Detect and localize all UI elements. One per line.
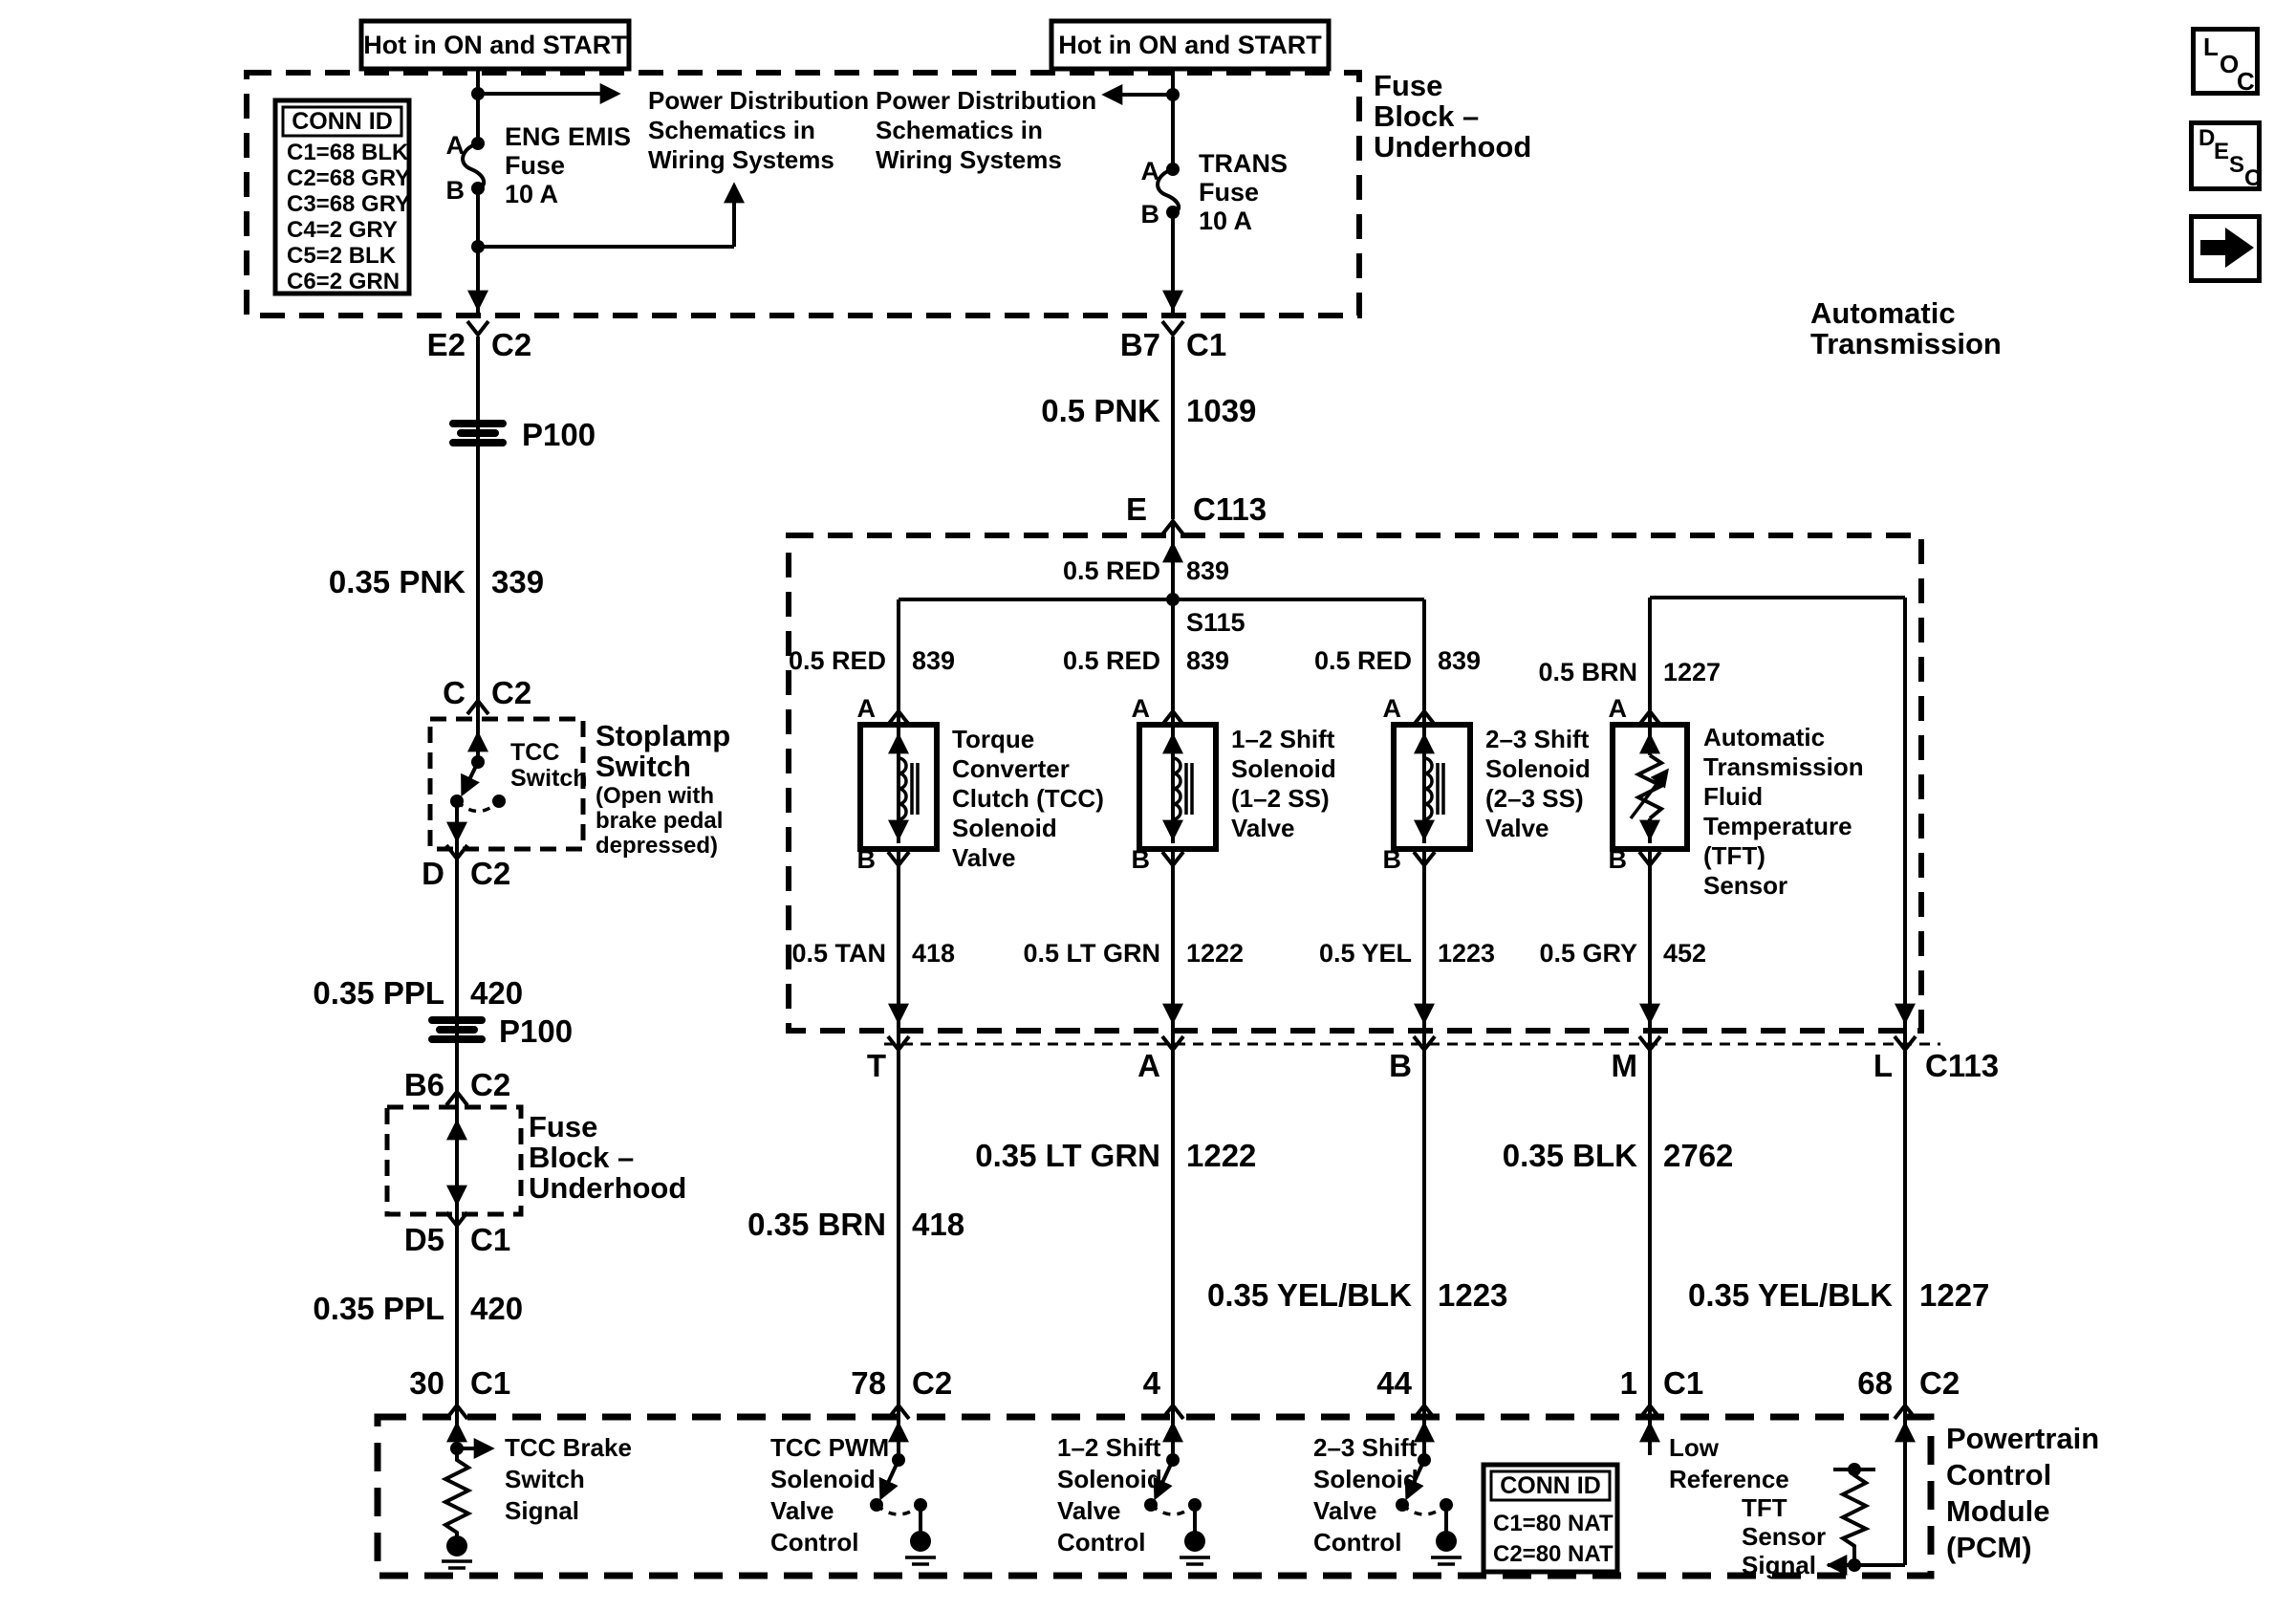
shift12-solenoid-label: 1–2 Shift Solenoid (1–2 SS) Valve [1231, 725, 1336, 842]
c113-pin-t: T [866, 1048, 886, 1083]
pcm-fn-shift23: 2–3 Shift Solenoid Valve Control [1313, 1433, 1419, 1557]
ground-icon [1184, 1531, 1205, 1552]
conn-b6-id: C2 [470, 1067, 511, 1102]
pcm-pin-30-conn: C1 [470, 1365, 511, 1401]
shift12-solenoid-coil [1173, 730, 1192, 843]
conn-id-1-rows: C1=68 BLK C2=68 GRY C3=68 GRY C4=2 GRY C5=2 BLK C6=2 GRN [287, 140, 411, 294]
stoplamp-switch-title: Stoplamp Switch [596, 719, 731, 783]
pcm-pin-4: 4 [1142, 1365, 1160, 1401]
pcm-fn-shift12: 1–2 Shift Solenoid Valve Control [1057, 1433, 1162, 1557]
tft-terminal-b: B [1608, 845, 1627, 874]
shift12-feed-gauge: 0.5 RED [1062, 646, 1160, 675]
wire-1223-gauge: 0.35 YEL/BLK [1207, 1277, 1412, 1313]
tcc-switch-label: TCC Switch [510, 739, 588, 792]
wire-2762-gauge: 0.35 BLK [1502, 1138, 1637, 1173]
conn-c-id: C2 [491, 675, 532, 710]
wire-420-lower-gauge: 0.35 PPL [313, 1291, 444, 1326]
resistor-symbol [445, 1454, 468, 1537]
pcm-fn-tft-signal: TFT Sensor Signal [1742, 1493, 1827, 1579]
loc-letter: C [2237, 67, 2255, 96]
wire-339-gauge: 0.35 PNK [328, 564, 466, 599]
wire-1227-gauge: 0.35 YEL/BLK [1688, 1277, 1893, 1313]
pcm-title: Powertrain Control Module (PCM) [1946, 1422, 2100, 1564]
wire-418-gauge: 0.35 BRN [747, 1207, 886, 1242]
shift23-solenoid-box [1394, 725, 1470, 849]
fuse-block-underhood-box-2 [387, 1107, 521, 1214]
wire-1227-circuit: 1227 [1919, 1277, 1990, 1313]
stoplamp-switch-note: (Open with brake pedal depressed) [596, 783, 724, 859]
wire-420-lower-circuit: 420 [470, 1291, 524, 1326]
p100-upper-label: P100 [522, 417, 596, 452]
wire-1039-gauge: 0.5 PNK [1041, 393, 1160, 428]
p100-lower-label: P100 [499, 1013, 574, 1049]
desc-letter: D [2199, 125, 2216, 151]
c113-pin-m: M [1611, 1048, 1637, 1083]
next-page-button[interactable] [2189, 214, 2262, 283]
tft-feed-circuit: 1227 [1663, 658, 1722, 686]
wire-420-upper-circuit: 420 [470, 975, 524, 1011]
desc-letter: S [2229, 152, 2245, 178]
trans-fuse-symbol [1158, 169, 1179, 212]
tcc-solenoid-label: Torque Converter Clutch (TCC) Solenoid Valve [952, 725, 1104, 872]
shift12-terminal-a: A [1131, 694, 1150, 723]
ground-icon [1436, 1531, 1457, 1552]
tft-sensor-label: Automatic Transmission Fluid Temperature (TFT) Sensor [1703, 723, 1864, 900]
ground-icon [910, 1531, 931, 1552]
wire-420-upper-gauge: 0.35 PPL [313, 975, 444, 1011]
conn-e-id: C113 [1193, 491, 1267, 527]
shift23-solenoid-label: 2–3 Shift Solenoid (2–3 SS) Valve [1485, 725, 1591, 842]
wire-339-circuit: 339 [491, 564, 545, 599]
hot-label-left: Hot in ON and START [363, 30, 627, 59]
pcm-pin-30: 30 [409, 1365, 444, 1401]
p100-grommet-upper [449, 420, 507, 446]
pcm-fn-low-reference: Low Reference [1669, 1433, 1789, 1493]
desc-letter: E [2214, 139, 2230, 164]
tcc-terminal-a: A [856, 694, 876, 723]
automatic-transmission-title: Automatic Transmission [1810, 296, 2002, 360]
conn-d-pin: D [422, 856, 444, 891]
conn-e-pin: E [1125, 491, 1147, 527]
shift23-out-gauge: 0.5 YEL [1318, 939, 1412, 968]
conn-id-2-rows: C1=80 NAT C2=80 NAT [1493, 1511, 1614, 1567]
conn-b6-pin: B6 [403, 1067, 444, 1102]
conn-id-2-header: CONN ID [1500, 1471, 1601, 1499]
power-dist-ref-left: Power Distribution Schematics in Wiring Systems [648, 86, 870, 174]
conn-id-1-header: CONN ID [292, 107, 393, 135]
eng-fuse-label: ENG EMIS Fuse 10 A [505, 122, 632, 208]
shift12-out-gauge: 0.5 LT GRN [1023, 939, 1160, 968]
tcc-out-gauge: 0.5 TAN [791, 939, 886, 968]
desc-button[interactable] [2189, 120, 2262, 191]
shift23-out-circuit: 1223 [1438, 939, 1496, 968]
wire-1039-circuit: 1039 [1186, 393, 1257, 428]
loc-letter: O [2220, 50, 2240, 78]
conn-e2-pin: E2 [426, 327, 466, 362]
shift23-feed-circuit: 839 [1438, 646, 1482, 675]
tft-sensor-symbol [1631, 730, 1667, 843]
wire-1222-circuit: 1222 [1186, 1138, 1257, 1173]
pcm-fn-tcc-brake: TCC Brake Switch Signal [505, 1433, 632, 1525]
tcc-terminal-b: B [856, 845, 876, 874]
wire-1223-circuit: 1223 [1438, 1277, 1508, 1313]
wire-1222-gauge: 0.35 LT GRN [975, 1138, 1160, 1173]
tft-terminal-a: A [1608, 694, 1627, 723]
wire-839-main-circuit: 839 [1186, 556, 1230, 585]
loc-letter: L [2203, 33, 2219, 61]
resistor-symbol [1843, 1469, 1866, 1565]
fuse-block-title: Fuse Block – Underhood [1374, 69, 1532, 163]
shift23-feed-gauge: 0.5 RED [1313, 646, 1412, 675]
pcm-pin-78-conn: C2 [912, 1365, 953, 1401]
tft-out-gauge: 0.5 GRY [1539, 939, 1637, 968]
shift23-solenoid-coil [1424, 730, 1443, 843]
tcc-feed-circuit: 839 [912, 646, 956, 675]
tft-out-circuit: 452 [1663, 939, 1707, 968]
conn-d5-id: C1 [470, 1222, 511, 1257]
trans-fuse-terminal-a: A [1140, 157, 1159, 185]
conn-b7-id: C1 [1186, 327, 1227, 362]
pcm-pin-1: 1 [1619, 1365, 1637, 1401]
tcc-solenoid-coil [899, 730, 918, 843]
eng-fuse-terminal-a: A [445, 131, 465, 160]
wire-2762-circuit: 2762 [1663, 1138, 1734, 1173]
c113-pin-a: A [1137, 1048, 1160, 1083]
shift12-out-circuit: 1222 [1186, 939, 1245, 968]
splice-s115-label: S115 [1186, 608, 1245, 637]
fuse-block-2-title: Fuse Block – Underhood [529, 1110, 687, 1205]
pcm-pin-44: 44 [1376, 1365, 1412, 1401]
tcc-brake-signal-symbol [442, 1442, 491, 1568]
tcc-feed-gauge: 0.5 RED [788, 646, 886, 675]
pcm-pin-78: 78 [851, 1365, 886, 1401]
tft-feed-gauge: 0.5 BRN [1538, 658, 1637, 686]
wire-418-circuit: 418 [912, 1207, 965, 1242]
eng-fuse-terminal-b: B [445, 176, 465, 205]
pcm-pin-68-conn: C2 [1919, 1365, 1960, 1401]
desc-letter: C [2244, 165, 2262, 191]
trans-fuse-label: TRANS Fuse 10 A [1199, 149, 1288, 235]
c113-pin-b: B [1389, 1048, 1412, 1083]
conn-d5-pin: D5 [403, 1222, 444, 1257]
shift12-terminal-b: B [1131, 845, 1150, 874]
wire-839-main-gauge: 0.5 RED [1062, 556, 1160, 585]
c113-connector-label: C113 [1925, 1048, 2000, 1083]
trans-fuse-terminal-b: B [1140, 200, 1159, 229]
conn-e2-id: C2 [491, 327, 532, 362]
connector-forks [446, 321, 1916, 1419]
power-dist-ref-right: Power Distribution Schematics in Wiring Systems [876, 86, 1097, 174]
c113-pin-l: L [1873, 1048, 1893, 1083]
p100-grommet-lower [428, 1016, 486, 1043]
shift23-terminal-a: A [1382, 694, 1401, 723]
shift12-feed-circuit: 839 [1186, 646, 1230, 675]
pcm-fn-tcc-pwm: TCC PWM Solenoid Valve Control [770, 1433, 890, 1557]
hot-label-right: Hot in ON and START [1058, 30, 1322, 59]
eng-emis-fuse-symbol [463, 143, 484, 188]
pcm-pin-1-conn: C1 [1663, 1365, 1704, 1401]
tcc-out-circuit: 418 [912, 939, 956, 968]
conn-d-id: C2 [470, 856, 511, 891]
conn-c-pin: C [443, 675, 466, 710]
tft-signal-pullup [1828, 1463, 1905, 1572]
conn-b7-pin: B7 [1119, 327, 1160, 362]
pcm-pin-68: 68 [1857, 1365, 1893, 1401]
ground-icon [446, 1535, 467, 1557]
loc-button[interactable] [2191, 27, 2260, 96]
shift23-terminal-b: B [1382, 845, 1401, 874]
